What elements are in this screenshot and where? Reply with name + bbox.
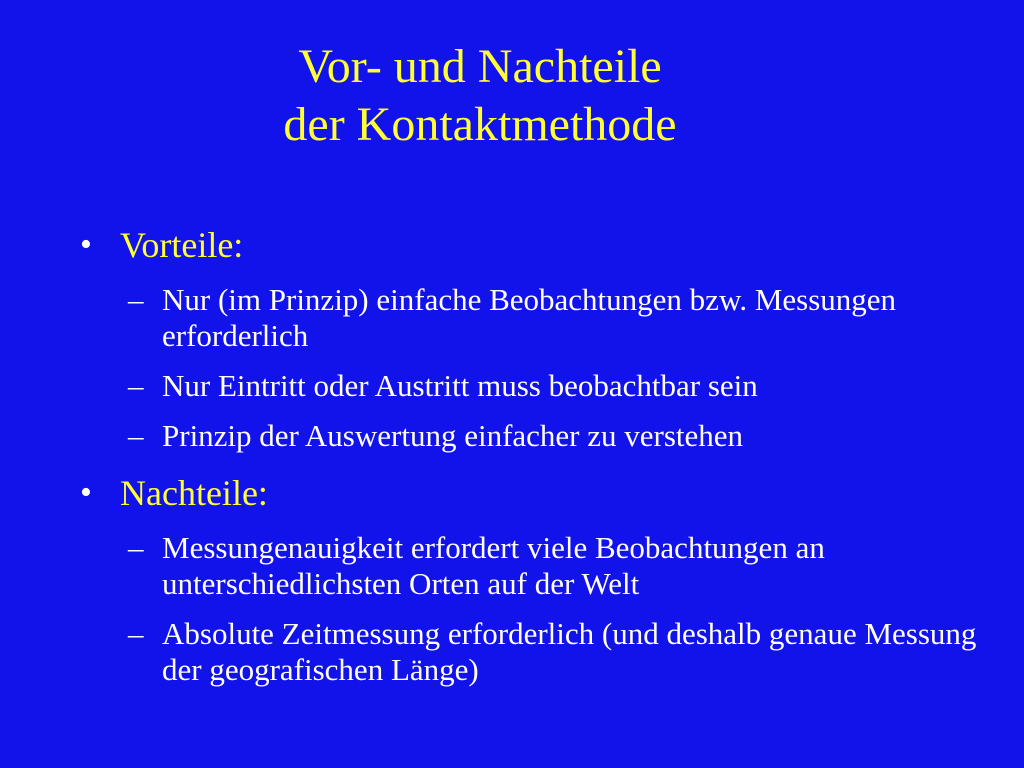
dash-icon: – (128, 530, 144, 565)
section-heading-vorteile (80, 220, 1000, 270)
bullet-list (80, 220, 1000, 702)
dash-icon: – (128, 418, 144, 453)
dash-icon: – (128, 616, 144, 651)
list-item (128, 616, 1000, 688)
title-line-1: Vor- und Nachteile (298, 40, 662, 93)
bullet-icon: • (80, 474, 92, 511)
list-item-text: Nur (im Prinzip) einfache Beobachtungen bzw. Messungen erforderlich (162, 282, 897, 353)
section-heading-label: Vorteile: (120, 225, 244, 265)
list-item (128, 368, 1000, 404)
list-item-text: Messungenauigkeit erfordert viele Beobachtungen an unterschiedlichsten Orten auf der Welt (162, 530, 825, 601)
list-item-text: Absolute Zeitmessung erforderlich (und deshalb genaue Messung der geografischen Länge) (162, 616, 977, 687)
bullet-icon: • (80, 226, 92, 263)
dash-icon: – (128, 282, 144, 317)
list-item (128, 418, 1000, 454)
title-line-2: der Kontaktmethode (283, 98, 677, 151)
nachteile-list (128, 530, 1000, 688)
list-item (128, 530, 1000, 602)
section-heading-nachteile (80, 468, 1000, 518)
section-heading-label: Nachteile: (120, 473, 268, 513)
list-item (128, 282, 1000, 354)
slide-title (0, 38, 960, 154)
list-item-text: Prinzip der Auswertung einfacher zu verstehen (162, 418, 744, 453)
list-item-text: Nur Eintritt oder Austritt muss beobachtbar sein (162, 368, 758, 403)
dash-icon: – (128, 368, 144, 403)
vorteile-list (128, 282, 1000, 454)
